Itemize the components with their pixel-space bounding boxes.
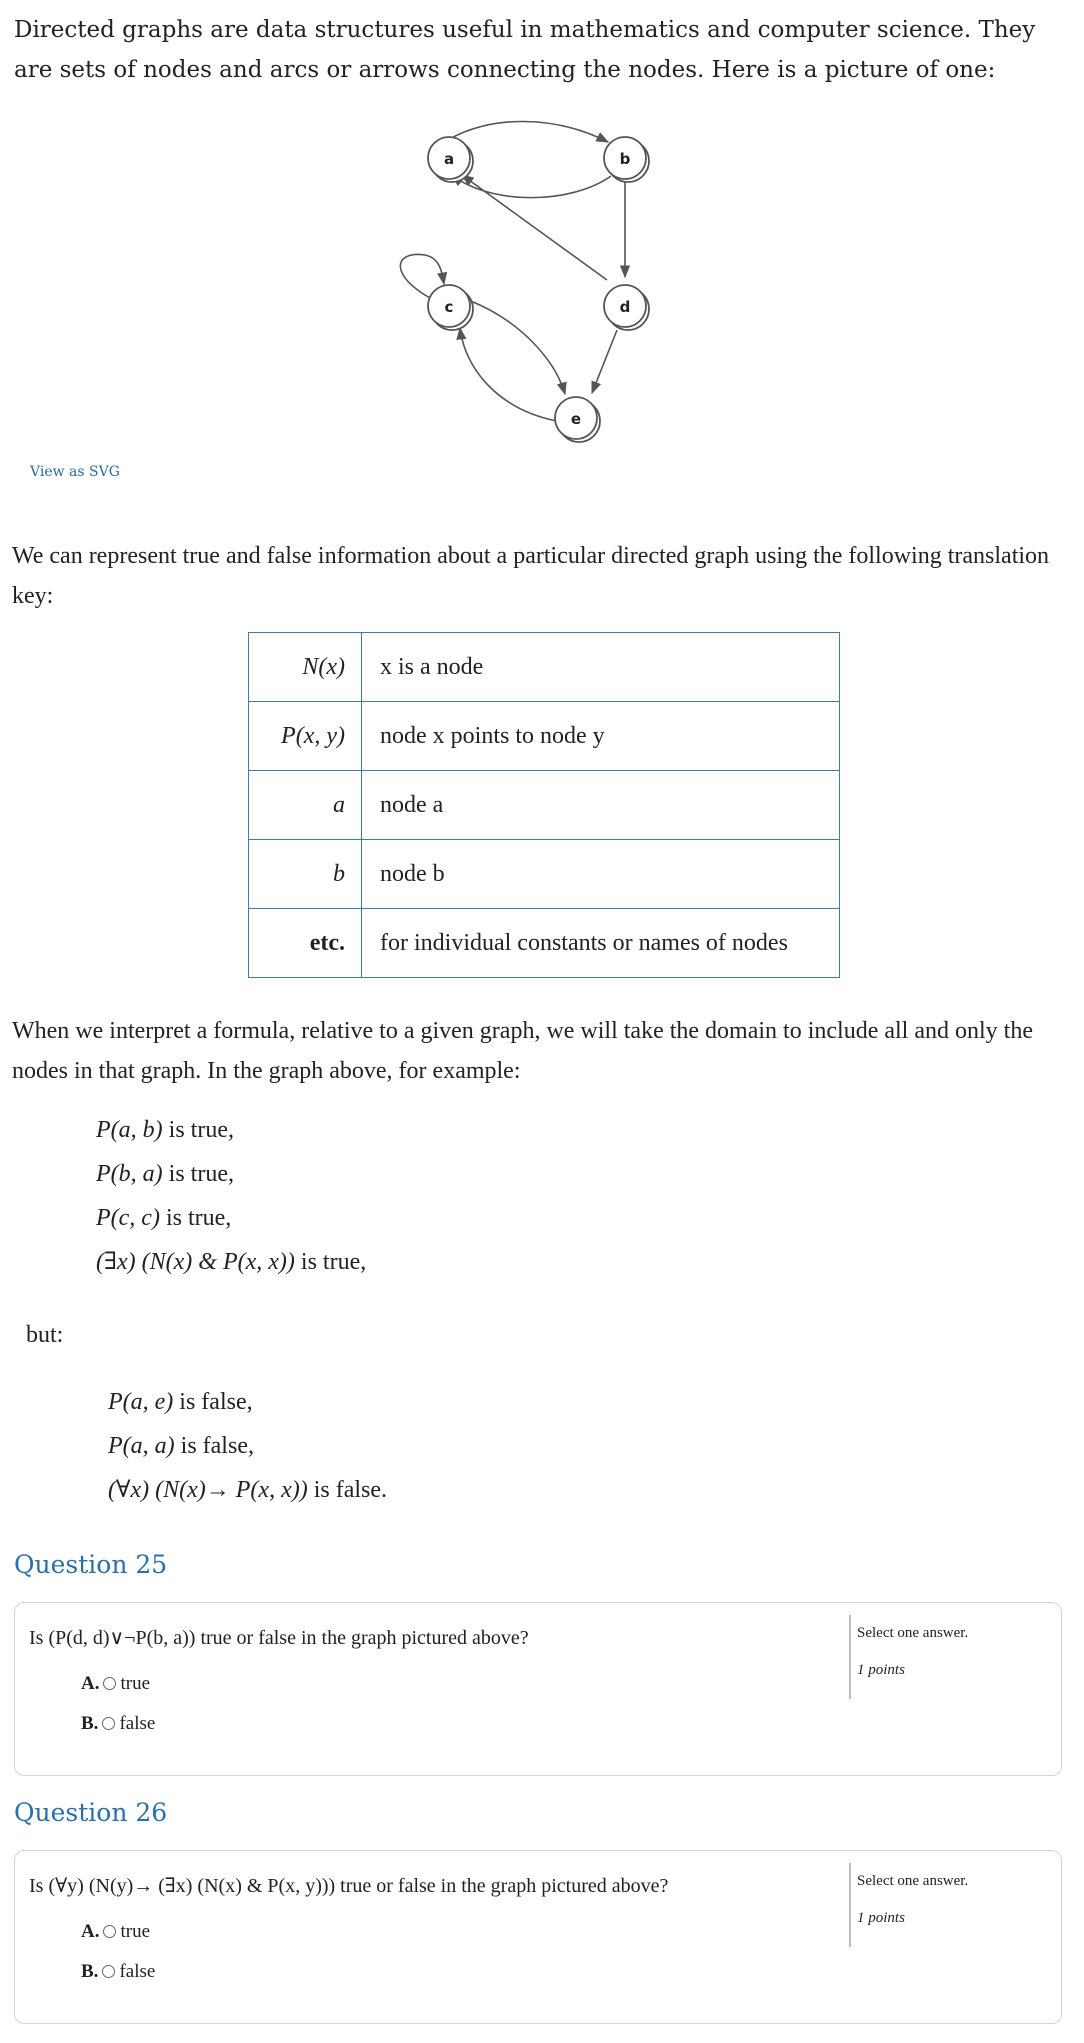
list-item — [96, 1152, 366, 1196]
key-meaning: node b — [362, 840, 840, 909]
svg-text:e: e — [570, 410, 582, 428]
question-text: Is (∀y) (N(y)→ (∃x) (N(x) & P(x, y))) true or false in the graph pictured above? — [29, 1875, 669, 1897]
option-b[interactable] — [81, 1713, 155, 1735]
option-letter: B. — [81, 1961, 99, 1982]
edge-b-a — [452, 175, 611, 198]
intro-paragraph: Directed graphs are data structures useful in mathematics and computer science. They are sets of nodes and arcs or arrows connecting the nodes. Here is a picture of one: — [14, 17, 1036, 83]
radio-button[interactable] — [103, 1925, 116, 1938]
key-symbol: P(x, y) — [249, 702, 362, 771]
key-meaning: for individual constants or names of nodes — [362, 909, 840, 978]
example-verdict: is true, — [162, 1117, 234, 1143]
key-symbol: b — [249, 840, 362, 909]
answer-hint: Select one answer. — [857, 1625, 969, 1641]
answer-hint: Select one answer. — [857, 1873, 969, 1889]
question-info — [849, 1863, 1049, 1947]
example-verdict: is false, — [174, 1433, 254, 1459]
table-row — [249, 840, 840, 909]
question-26-heading: Question 26 — [14, 1798, 168, 1827]
graph-node-c — [428, 285, 473, 330]
edge-d-e — [592, 330, 617, 393]
option-label: true — [120, 1921, 151, 1942]
key-symbol: N(x) — [249, 633, 362, 702]
question-text: Is (P(d, d)∨¬P(b, a)) true or false in the graph pictured above? — [29, 1627, 529, 1649]
view-as-svg-link[interactable]: View as SVG — [30, 464, 120, 480]
radio-button[interactable] — [102, 1965, 115, 1978]
graph-node-e — [555, 397, 600, 442]
list-item — [96, 1196, 366, 1240]
radio-button[interactable] — [103, 1677, 116, 1690]
list-item — [96, 1240, 366, 1284]
graph-node-d — [604, 285, 649, 330]
svg-text:d: d — [619, 298, 631, 316]
but-label: but: — [26, 1322, 64, 1348]
table-row — [249, 633, 840, 702]
option-b[interactable] — [81, 1961, 155, 1983]
option-a[interactable] — [81, 1673, 150, 1695]
points-value: 1 points — [857, 1662, 905, 1678]
example-formula: P(c, c) — [96, 1205, 160, 1231]
false-examples-list — [108, 1380, 387, 1512]
example-verdict: is false, — [173, 1389, 253, 1415]
option-a[interactable] — [81, 1921, 150, 1943]
option-label: false — [119, 1961, 156, 1982]
question-26-card — [14, 1850, 1062, 2024]
example-verdict: is true, — [294, 1249, 367, 1275]
graph-node-b — [604, 137, 649, 182]
translation-key-table — [248, 632, 840, 978]
key-meaning: x is a node — [362, 633, 840, 702]
svg-text:b: b — [619, 150, 631, 168]
list-item — [96, 1108, 366, 1152]
list-item — [108, 1468, 387, 1512]
key-meaning: node a — [362, 771, 840, 840]
question-25-heading: Question 25 — [14, 1550, 168, 1579]
directed-graph — [380, 110, 680, 450]
list-item — [108, 1424, 387, 1468]
key-intro-paragraph: We can represent true and false information about a particular directed graph using the following translation key: — [12, 543, 1050, 609]
table-row — [249, 771, 840, 840]
option-label: true — [120, 1673, 151, 1694]
svg-text:c: c — [444, 298, 454, 316]
example-formula: P(a, a) — [108, 1433, 175, 1459]
radio-button[interactable] — [102, 1717, 115, 1730]
option-letter: A. — [81, 1673, 100, 1694]
edge-a-b — [448, 121, 608, 142]
points-value: 1 points — [857, 1910, 905, 1926]
example-verdict: is false. — [307, 1477, 388, 1503]
example-formula: P(a, b) — [96, 1117, 163, 1143]
option-label: false — [119, 1713, 156, 1734]
example-formula: P(a, e) — [108, 1389, 174, 1415]
interpretation-paragraph: When we interpret a formula, relative to a given graph, we will take the domain to include all and only the nodes in that graph. In the graph above, for example: — [12, 1018, 1033, 1084]
true-examples-list — [96, 1108, 366, 1284]
list-item — [108, 1380, 387, 1424]
key-symbol: etc. — [249, 909, 362, 978]
example-formula: P(b, a) — [96, 1161, 163, 1187]
edge-d-a — [462, 175, 607, 280]
edge-e-c — [460, 328, 557, 421]
key-symbol: a — [249, 771, 362, 840]
example-verdict: is true, — [162, 1161, 234, 1187]
example-formula: (∃x) (N(x) & P(x, x)) — [96, 1249, 295, 1275]
table-row — [249, 909, 840, 978]
svg-text:a: a — [443, 150, 455, 168]
graph-node-a — [428, 137, 473, 182]
option-letter: A. — [81, 1921, 100, 1942]
table-row — [249, 702, 840, 771]
example-formula: (∀x) (N(x)→ P(x, x)) — [108, 1477, 308, 1503]
example-verdict: is true, — [159, 1205, 232, 1231]
option-letter: B. — [81, 1713, 99, 1734]
question-info — [849, 1615, 1049, 1699]
question-25-card — [14, 1602, 1062, 1776]
key-meaning: node x points to node y — [362, 702, 840, 771]
